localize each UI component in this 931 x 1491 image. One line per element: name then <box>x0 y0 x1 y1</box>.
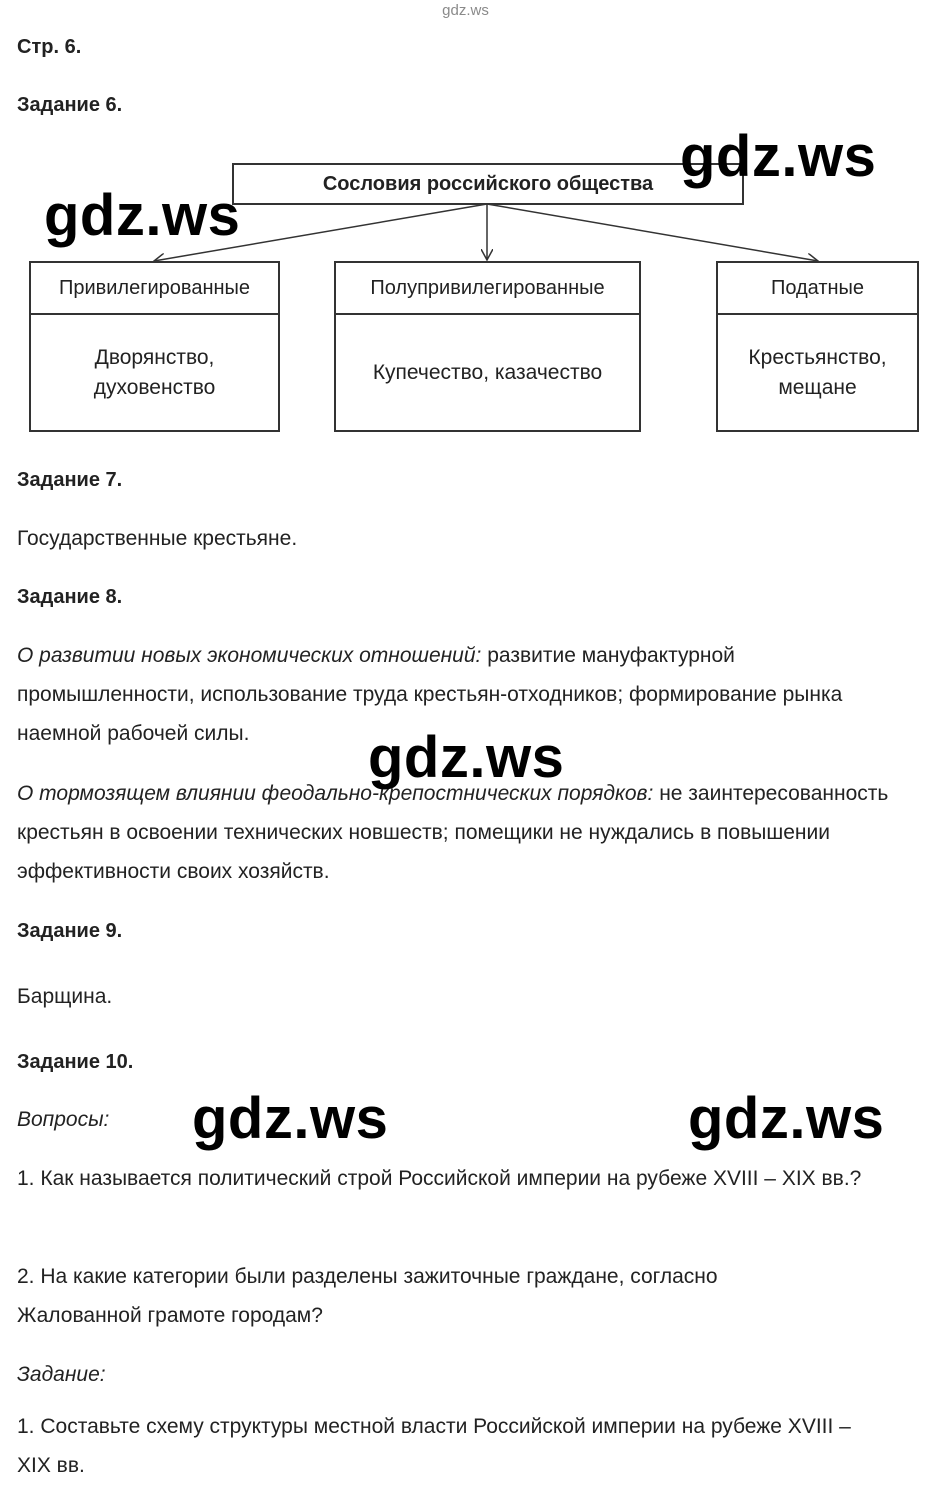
task8-heading: Задание 8. <box>17 586 123 608</box>
task10-questions-label: Вопросы: <box>17 1108 110 1131</box>
box-title: Податные <box>718 263 917 315</box>
task10-question-2: 2. На какие категории были разделены зажиточные граждане, согласно Жалованной грамоте городам? <box>17 1265 718 1327</box>
task8-p1-text: развитие мануфактурной промышленности, использование труда крестьян-отходников; формирование рынка наемной рабочей силы. <box>17 644 843 745</box>
diagram-root-box <box>232 163 744 205</box>
watermark-2: gdz.ws <box>44 183 241 248</box>
diagram-box-semi-privileged <box>334 261 641 432</box>
watermark-3: gdz.ws <box>368 725 565 790</box>
task10-task-label: Задание: <box>17 1363 106 1386</box>
task10-question-1: 1. Как называется политический строй Российской империи на рубеже XVIII – XIX вв.? <box>17 1167 862 1190</box>
diagram-root-label: Сословия российского общества <box>322 172 654 195</box>
task6-heading: Задание 6. <box>17 94 123 116</box>
box-body: Дворянство, духовенство <box>93 346 216 399</box>
watermark-5: gdz.ws <box>688 1086 885 1151</box>
box-body: Крестьянство, мещане <box>748 346 887 399</box>
diagram-box-taxable <box>716 261 919 432</box>
task8-p2-text: не заинтересованность крестьян в освоении технических новшеств; помещики не нуждались в повышении эффективности своих хозяйств. <box>17 782 889 883</box>
watermark-1: gdz.ws <box>680 124 877 189</box>
arrow-right <box>487 204 818 261</box>
box-title: Привилегированные <box>31 263 278 315</box>
task8-p1-label: О развитии новых экономических отношений: <box>17 644 482 667</box>
task10-task-1: 1. Составьте схему структуры местной власти Российской империи на рубеже XVIII – XIX вв. <box>17 1415 851 1477</box>
task10-heading: Задание 10. <box>17 1051 134 1073</box>
task8-p2-label: О тормозящем влиянии феодально-крепостнических порядков: <box>17 782 654 805</box>
box-body: Купечество, казачество <box>372 361 603 384</box>
task9-heading: Задание 9. <box>17 920 123 942</box>
task7-heading: Задание 7. <box>17 469 123 491</box>
task7-answer: Государственные крестьяне. <box>17 527 298 550</box>
box-title: Полупривилегированные <box>336 263 639 315</box>
diagram-box-privileged <box>29 261 280 432</box>
task9-answer: Барщина. <box>17 985 113 1008</box>
watermark-4: gdz.ws <box>192 1086 389 1151</box>
page-reference: Стр. 6. <box>17 36 82 58</box>
task8-paragraph-2 <box>17 774 897 891</box>
top-watermark: gdz.ws <box>442 2 489 19</box>
